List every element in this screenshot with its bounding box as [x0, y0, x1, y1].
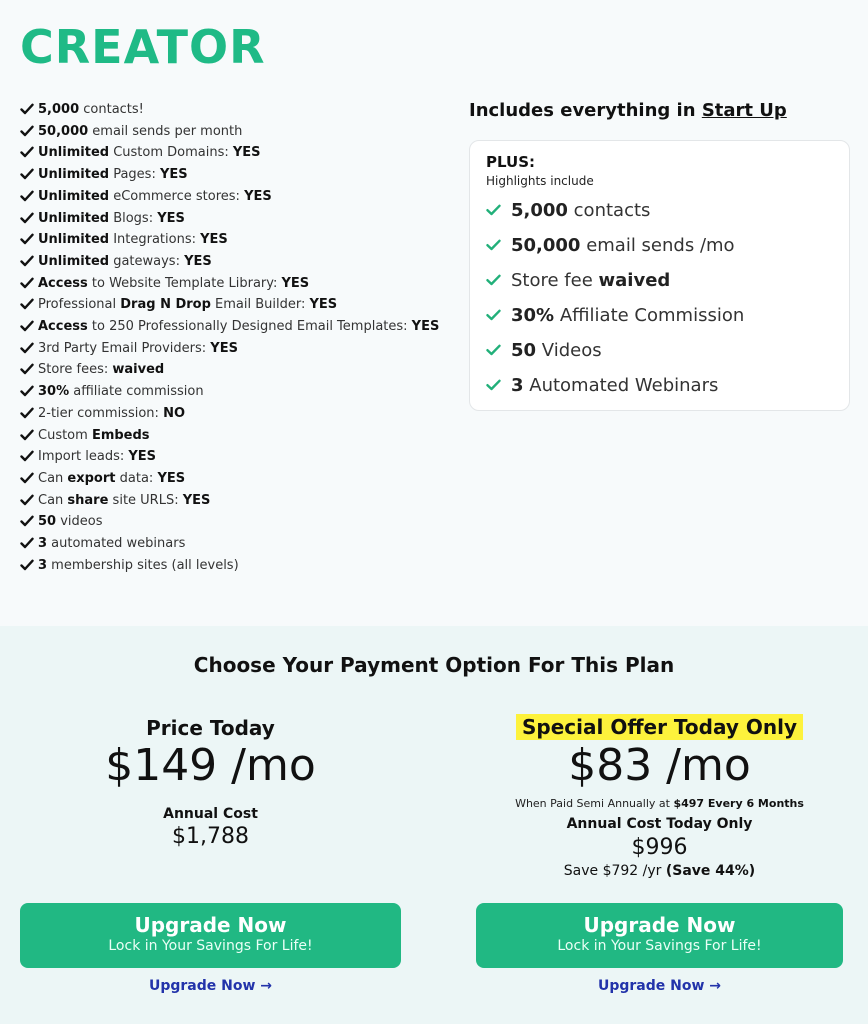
plain-text: Integrations:	[109, 232, 201, 248]
item-text	[511, 375, 718, 396]
plain-text: contacts	[567, 200, 651, 221]
feature-item	[20, 121, 440, 143]
emphasis-text: Access	[38, 275, 88, 291]
plain-text: membership sites (all levels)	[47, 557, 239, 573]
item-text	[38, 142, 261, 164]
item-text	[38, 251, 212, 273]
feature-item	[20, 511, 440, 533]
item-text	[38, 511, 103, 533]
button-main-label: Upgrade Now	[583, 913, 736, 937]
feature-item	[20, 99, 440, 121]
semi-annual-prefix: When Paid Semi Annually at	[515, 797, 674, 810]
button-sub-label: Lock in Your Savings For Life!	[557, 938, 762, 954]
item-text	[511, 270, 670, 291]
item-text	[38, 208, 185, 230]
highlight-item	[486, 333, 744, 368]
feature-item	[20, 229, 440, 251]
annual-cost-today-value: $996	[631, 835, 688, 860]
emphasis-text: waived	[598, 270, 671, 291]
emphasis-text: 50,000	[511, 235, 581, 256]
plain-text: Can	[38, 470, 68, 486]
feature-item	[20, 403, 440, 425]
emphasis-text: Access	[38, 319, 88, 335]
plus-heading: PLUS:	[486, 153, 535, 171]
semi-annual-note	[476, 797, 843, 810]
feature-item	[20, 338, 440, 360]
emphasis-text: 3	[38, 536, 48, 552]
emphasis-text: Drag N Drop	[120, 297, 211, 313]
emphasis-text: YES	[184, 253, 212, 269]
plain-text: Automated Webinars	[523, 375, 719, 396]
plain-text: Blogs:	[109, 210, 158, 226]
plain-text: automated webinars	[47, 536, 186, 552]
check-icon	[20, 298, 38, 310]
item-text	[38, 446, 156, 468]
feature-item	[20, 446, 440, 468]
check-icon	[20, 233, 38, 245]
plain-text: Affiliate Commission	[554, 305, 745, 326]
emphasis-text: share	[67, 492, 109, 508]
item-text	[38, 164, 188, 186]
feature-item	[20, 251, 440, 273]
emphasis-text: 30%	[38, 384, 70, 400]
emphasis-text: YES	[200, 232, 228, 248]
emphasis-text: NO	[163, 405, 185, 421]
emphasis-text: YES	[232, 145, 261, 161]
check-icon	[20, 385, 38, 397]
check-icon	[20, 559, 38, 571]
plain-text: Professional	[38, 297, 121, 313]
plain-text: data:	[115, 470, 158, 486]
item-text	[511, 200, 650, 221]
offer-monthly-price: $83 /mo	[568, 740, 751, 791]
emphasis-text: 30%	[511, 305, 555, 326]
plain-text: site URLS:	[108, 492, 183, 508]
emphasis-text: 50,000	[38, 123, 89, 139]
plain-text: contacts!	[79, 102, 144, 117]
emphasis-text: YES	[210, 340, 238, 356]
emphasis-text: YES	[309, 297, 338, 313]
plain-text: videos	[56, 514, 103, 530]
highlights-subheading: Highlights include	[486, 174, 594, 188]
emphasis-text: YES	[157, 470, 186, 486]
item-text	[38, 316, 439, 338]
feature-item	[20, 425, 440, 447]
emphasis-text: 3	[38, 557, 48, 573]
item-text	[38, 403, 185, 425]
highlights-card	[469, 140, 850, 411]
item-text	[38, 468, 185, 490]
check-icon	[20, 103, 38, 115]
upgrade-now-button[interactable]	[20, 903, 401, 968]
plain-text: Custom Domains:	[109, 145, 233, 161]
feature-item	[20, 186, 440, 208]
item-text	[38, 186, 272, 208]
green-check-icon	[486, 305, 511, 326]
plain-text: Import leads:	[38, 449, 129, 465]
highlight-item	[486, 228, 744, 263]
plain-text: eCommerce stores:	[109, 188, 245, 204]
includes-prefix: Includes everything in	[469, 100, 702, 121]
check-icon	[20, 429, 38, 441]
feature-item	[20, 381, 440, 403]
item-text	[38, 273, 309, 295]
item-text	[38, 490, 210, 512]
button-sub-label: Lock in Your Savings For Life!	[108, 938, 313, 954]
plain-text: 3rd Party Email Providers:	[38, 340, 211, 356]
plain-text: affiliate commission	[69, 384, 204, 400]
feature-item	[20, 533, 440, 555]
item-text	[38, 338, 238, 360]
highlight-item	[486, 368, 744, 403]
check-icon	[20, 190, 38, 202]
check-icon	[20, 537, 38, 549]
semi-annual-amount: $497 Every 6 Months	[673, 797, 804, 810]
emphasis-text: 3	[511, 375, 524, 396]
savings-percent: (Save 44%)	[665, 863, 756, 879]
feature-item	[20, 273, 440, 295]
plain-text: email sends /mo	[580, 235, 735, 256]
check-icon	[20, 168, 38, 180]
feature-item	[20, 490, 440, 512]
check-icon	[20, 515, 38, 527]
highlight-item	[486, 193, 744, 228]
item-text	[38, 294, 337, 316]
payment-section	[0, 626, 868, 1024]
upgrade-now-offer-link[interactable]: Upgrade Now →	[597, 978, 722, 994]
item-text	[38, 555, 239, 577]
check-icon	[20, 212, 38, 224]
feature-item	[20, 164, 440, 186]
item-text	[511, 305, 744, 326]
check-icon	[20, 255, 38, 267]
emphasis-text: Unlimited	[38, 167, 110, 183]
plain-text: email sends per month	[88, 123, 243, 139]
emphasis-text: YES	[182, 492, 211, 508]
check-icon	[20, 146, 38, 158]
price-today-label: Price Today	[146, 716, 275, 740]
emphasis-text: Unlimited	[38, 253, 110, 269]
emphasis-text: YES	[159, 167, 188, 183]
emphasis-text: Unlimited	[38, 145, 110, 161]
item-text	[38, 229, 228, 251]
feature-item	[20, 208, 440, 230]
emphasis-text: Embeds	[91, 427, 150, 443]
item-text	[38, 121, 242, 143]
plain-text: 2-tier commission:	[38, 405, 164, 421]
upgrade-now-offer-button[interactable]	[476, 903, 843, 968]
feature-item	[20, 359, 440, 381]
plain-text: gateways:	[109, 253, 185, 269]
plan-title: CREATOR	[20, 20, 266, 74]
check-icon	[20, 472, 38, 484]
emphasis-text: 50	[511, 340, 537, 361]
plain-text: Store fees:	[38, 362, 113, 378]
item-text	[38, 359, 164, 381]
includes-heading	[469, 100, 787, 121]
savings-note	[476, 863, 843, 879]
annual-cost-label: Annual Cost	[163, 806, 258, 822]
green-check-icon	[486, 200, 511, 221]
item-text	[511, 235, 735, 256]
highlight-item	[486, 298, 744, 333]
plain-text: to Website Template Library:	[87, 275, 282, 291]
check-icon	[20, 125, 38, 137]
highlight-item	[486, 263, 744, 298]
item-text	[38, 425, 150, 447]
plain-text: Pages:	[109, 167, 160, 183]
check-icon	[20, 320, 38, 332]
check-icon	[20, 363, 38, 375]
emphasis-text: export	[67, 470, 116, 486]
plain-text: Store fee	[511, 270, 599, 291]
check-icon	[20, 407, 38, 419]
emphasis-text: 50	[38, 514, 57, 530]
check-icon	[20, 450, 38, 462]
item-text	[511, 340, 602, 361]
emphasis-text: Unlimited	[38, 232, 110, 248]
emphasis-text: 5,000	[511, 200, 568, 221]
payment-heading: Choose Your Payment Option For This Plan	[193, 653, 675, 677]
green-check-icon	[486, 270, 511, 291]
special-offer-wrap	[476, 714, 843, 740]
green-check-icon	[486, 235, 511, 256]
special-offer-badge: Special Offer Today Only	[516, 714, 803, 740]
annual-cost-today-label: Annual Cost Today Only	[566, 816, 753, 832]
emphasis-text: YES	[281, 275, 310, 291]
feature-item	[20, 294, 440, 316]
green-check-icon	[486, 340, 511, 361]
plain-text: Videos	[536, 340, 602, 361]
emphasis-text: YES	[157, 210, 185, 226]
annual-cost-value: $1,788	[172, 824, 249, 849]
emphasis-text: Unlimited	[38, 188, 110, 204]
plain-text: Can	[38, 492, 68, 508]
savings-prefix: Save $792 /yr	[563, 863, 666, 879]
button-main-label: Upgrade Now	[134, 913, 287, 937]
check-icon	[20, 342, 38, 354]
feature-item	[20, 468, 440, 490]
check-icon	[20, 277, 38, 289]
monthly-price: $149 /mo	[105, 740, 316, 791]
item-text	[38, 99, 144, 121]
emphasis-text: YES	[128, 449, 157, 465]
emphasis-text: 5,000	[38, 102, 80, 117]
feature-item	[20, 142, 440, 164]
plain-text: Custom	[38, 427, 92, 443]
plain-text: to 250 Professionally Designed Email Templates:	[87, 319, 412, 335]
feature-item	[20, 316, 440, 338]
plain-text: Email Builder:	[210, 297, 310, 313]
emphasis-text: YES	[244, 188, 272, 204]
emphasis-text: Unlimited	[38, 210, 110, 226]
green-check-icon	[486, 375, 511, 396]
item-text	[38, 381, 204, 403]
highlights-list	[486, 193, 744, 403]
feature-list	[20, 99, 440, 576]
emphasis-text: YES	[411, 319, 440, 335]
check-icon	[20, 494, 38, 506]
start-up-link[interactable]: Start Up	[701, 100, 787, 121]
upgrade-now-link[interactable]: Upgrade Now →	[148, 978, 273, 994]
item-text	[38, 533, 185, 555]
emphasis-text: waived	[112, 362, 165, 378]
feature-item	[20, 555, 440, 577]
